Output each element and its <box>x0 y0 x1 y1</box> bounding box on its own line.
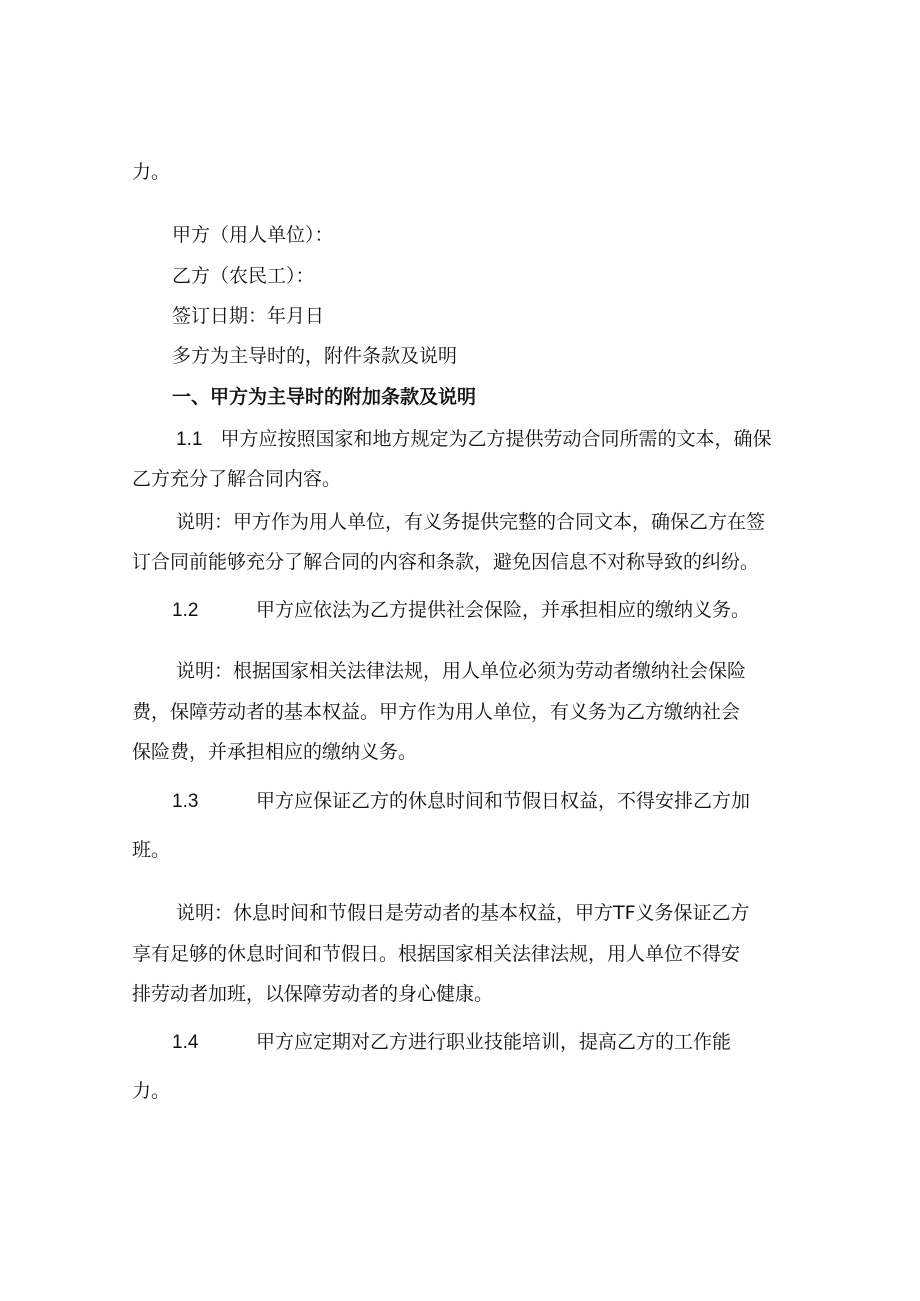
clause-number: 1.1 <box>176 429 203 450</box>
clause-1-2-note-line-3: 保险费，并承担相应的缴纳义务。 <box>132 741 418 763</box>
section-heading: 一、甲方为主导时的附加条款及说明 <box>172 386 477 408</box>
clause-1-2-note-line-1: 说明：根据国家相关法律法规，用人单位必须为劳动者缴纳社会保险 <box>176 660 747 682</box>
clause-text: 甲方应按照国家和地方规定为乙方提供劳动合同所需的文本，确保 <box>220 428 772 450</box>
clause-number: 1.3 <box>172 791 199 812</box>
clause-number: 1.4 <box>172 1032 199 1053</box>
clause-1-2-line-1 <box>172 601 750 620</box>
clause-1-1-note-line-1: 说明：甲方作为用人单位，有义务提供完整的合同文本，确保乙方在签 <box>176 511 766 533</box>
party-a-line: 甲方（用人单位）： <box>172 224 334 246</box>
clause-text: 甲方应依法为乙方提供社会保险，并承担相应的缴纳义务。 <box>256 599 751 621</box>
clause-1-1-note-line-2: 订合同前能够充分了解合同的内容和条款，避免因信息不对称导致的纠纷。 <box>132 551 760 573</box>
top-fragment-text: 力。 <box>132 161 171 183</box>
clause-text: 甲方应定期对乙方进行职业技能培训，提高乙方的工作能 <box>256 1031 732 1053</box>
clause-number: 1.2 <box>172 600 199 621</box>
clause-1-2-note-line-2: 费，保障劳动者的基本权益。甲方作为用人单位，有义务为乙方缴纳社会 <box>132 701 741 723</box>
clause-1-4-line-2: 力。 <box>132 1080 171 1102</box>
clause-1-1-line-1 <box>176 430 771 449</box>
party-b-line: 乙方（农民工）： <box>172 265 315 287</box>
clause-1-1-line-2: 乙方充分了解合同内容。 <box>132 468 342 490</box>
subtitle-line: 多方为主导时的，附件条款及说明 <box>172 345 458 367</box>
clause-1-4-line-1 <box>172 1033 731 1052</box>
clause-1-3-line-1 <box>172 792 750 811</box>
clause-1-3-line-2: 班。 <box>132 839 171 861</box>
clause-1-3-note-line-3: 排劳动者加班，以保障劳动者的身心健康。 <box>132 983 494 1005</box>
sign-date-line: 签订日期：年月日 <box>172 305 325 327</box>
clause-text: 甲方应保证乙方的休息时间和节假日权益，不得安排乙方加 <box>256 790 751 812</box>
clause-1-3-note-line-2: 享有足够的休息时间和节假日。根据国家相关法律法规，用人单位不得安 <box>132 943 741 965</box>
clause-1-3-note-line-1: 说明：休息时间和节假日是劳动者的基本权益，甲方TF义务保证乙方 <box>176 902 750 924</box>
